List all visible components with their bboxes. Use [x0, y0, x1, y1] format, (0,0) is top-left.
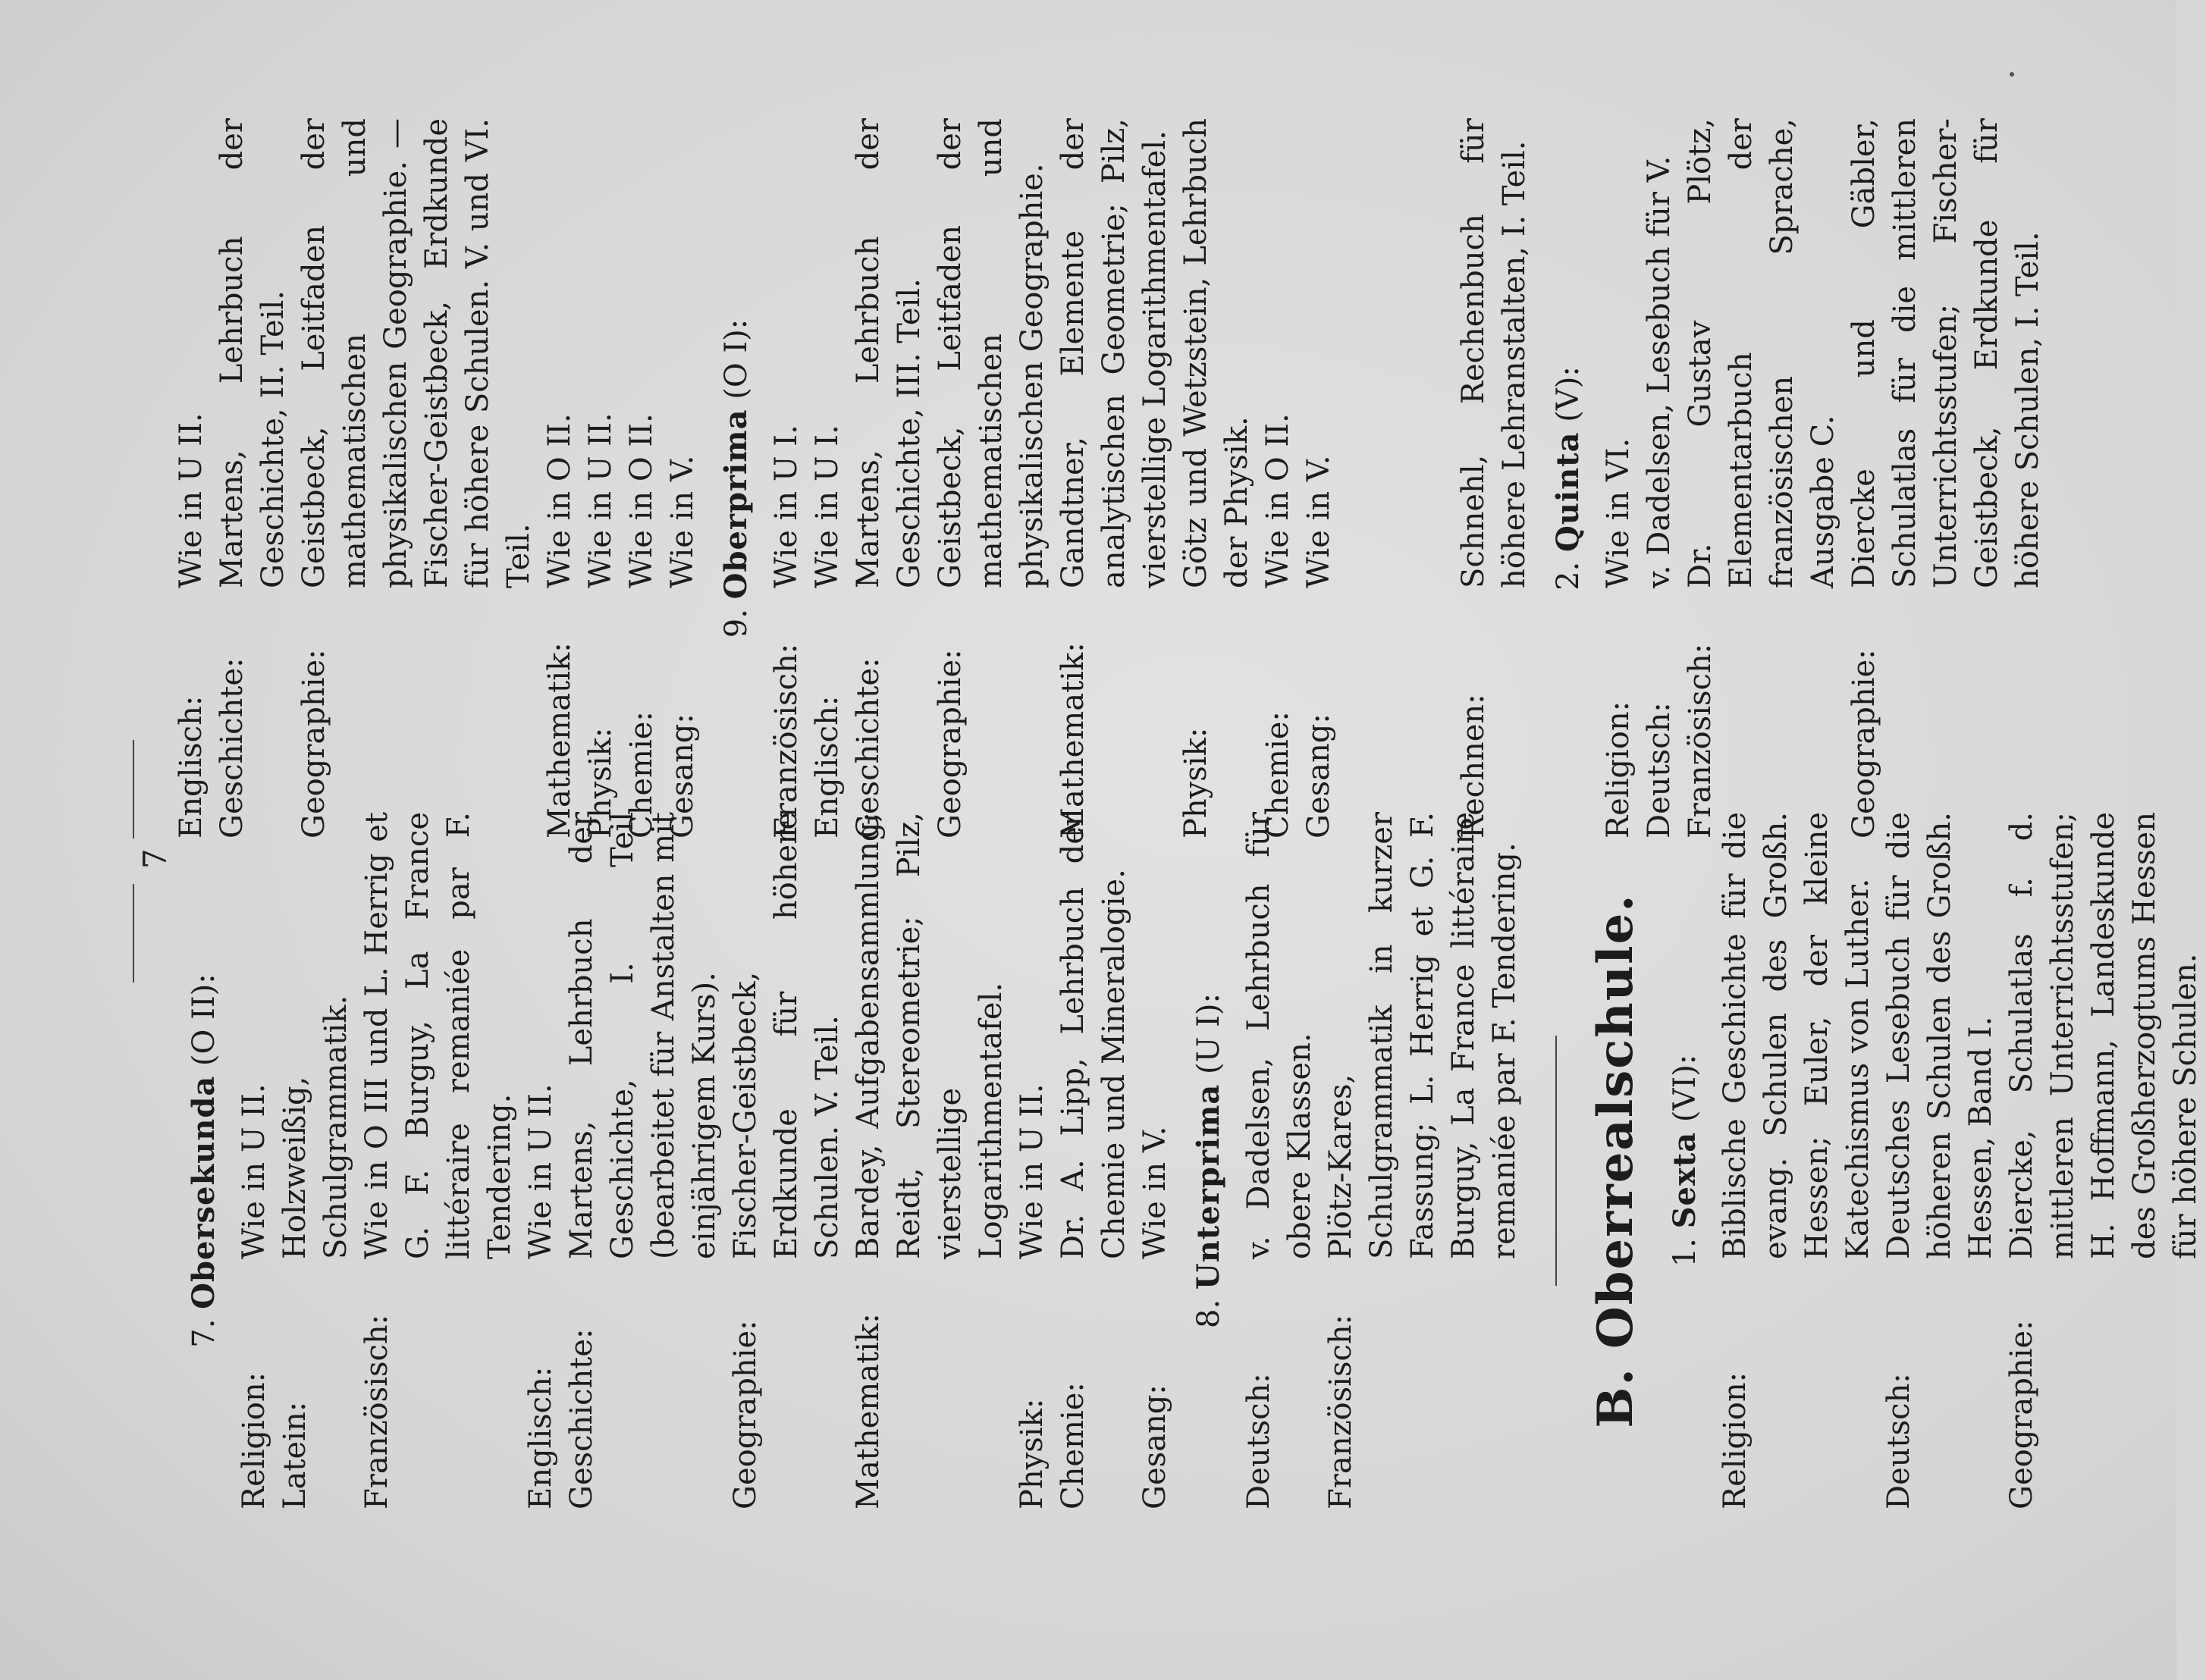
- list-item: Gesang: Wie in V.: [665, 455, 700, 838]
- list-item: Englisch: Wie in U I.: [810, 425, 845, 838]
- list-item: Religion: Wie in U II.: [237, 1083, 271, 1509]
- part-title: B. Oberrealschule.: [1587, 893, 1644, 1428]
- list-item: Religion: Wie in VI.: [1601, 437, 1636, 838]
- list-item: Geschichte: Martens, Lehrbuch der Geschichte, III. Teil.: [851, 118, 927, 838]
- list-item: Geographie: Diercke, Schulatlas f. d. mittleren Unterrichtsstufen; H. Hoffmann, Landeskunde des Großherzogtums Hessen für höhere Schulen.: [2004, 812, 2203, 1509]
- section-heading: 2. Quinta (V):: [1550, 366, 1586, 591]
- left-column: [171, 812, 2206, 1509]
- section-heading: 8. Unterprima (U I):: [1191, 993, 1226, 1328]
- list-item: Französisch: Plötz-Kares, Schulgrammatik in kurzer Fassung; L. Herrig et G. F. Burguy, La France littéraire remaniée par F. Tendering.: [1323, 812, 1522, 1509]
- section-heading: 9. Oberprima (O I):: [718, 318, 754, 638]
- top-rule-left: [133, 884, 134, 983]
- list-item: Geographie: Diercke und Gäbler, Schulatlas für die mittleren Unterrichtsstufen; Fischer-Geistbeck, Erdkunde für höhere Schulen, I. Teil.: [1847, 118, 2045, 838]
- list-item: Geographie: Geistbeck, Leitfaden der mathematischen und physikalischen Geographie.: [933, 118, 1050, 838]
- section-rows: [1453, 118, 1535, 838]
- list-item: Englisch: Wie in U II.: [174, 412, 209, 838]
- list-item: Mathematik: Gandtner, Elemente der analytischen Geometrie; Pilz, vierstellige Logarithmentafel.: [1056, 118, 1172, 838]
- speck: [2010, 72, 2014, 77]
- list-item: Deutsch: v. Dadelsen, Lehrbuch für obere Klassen.: [1241, 812, 1317, 1509]
- list-item: Religion: Biblische Geschichte für die evang. Schulen des Großh. Hessen; Euler, der kleine Katechismus von Luther.: [1718, 812, 1875, 1509]
- list-item: Geschichte: Martens, Lehrbuch der Geschichte, II. Teil.: [215, 118, 290, 838]
- list-item: Latein: Holzweißig, Schulgrammatik.: [278, 995, 353, 1509]
- section-rows: [234, 812, 1175, 1509]
- list-item: Physik: Wie in U II.: [1015, 1083, 1050, 1509]
- page-number: 7: [137, 848, 174, 869]
- list-item: Physik: Wie in U II.: [583, 412, 618, 838]
- list-item: Mathematik: Bardey, Aufgabensammlung; Reidt, Stereometrie; Pilz, vierstellige Logarithmentafel.: [851, 812, 1009, 1509]
- section-rows: [1238, 812, 1525, 1509]
- section-heading: 7. Obersekunda (O II):: [186, 973, 221, 1348]
- list-item: Chemie: Wie in O II.: [1260, 413, 1295, 838]
- list-item: Französisch: Wie in O III und L. Herrig et G. F. Burguy, La France littéraire remaniée par F. Tendering.: [359, 812, 517, 1509]
- top-rule-right: [133, 740, 134, 838]
- list-item: Geographie: Fischer-Geistbeck, Erdkunde für höhere Schulen. V. Teil.: [728, 812, 845, 1509]
- section-rows: [1598, 118, 2048, 838]
- list-item: Deutsch: Deutsches Lesebuch für die höheren Schulen des Großh. Hessen, Band I.: [1881, 812, 1998, 1509]
- section-rows: [766, 118, 1339, 838]
- section-divider: [1555, 1036, 1557, 1286]
- list-item: Gesang: Wie in V.: [1301, 455, 1336, 838]
- list-item: Deutsch: v. Dadelsen, Lesebuch für V.: [1642, 155, 1677, 838]
- list-item: Rechnen: Schnehl, Rechenbuch für höhere Lehranstalten, I. Teil.: [1456, 118, 1532, 838]
- list-item: Französisch: Dr. Gustav Plötz, Elementarbuch der französischen Sprache, Ausgabe C.: [1683, 118, 1840, 838]
- right-column: [171, 118, 2048, 838]
- list-item: Mathematik: Wie in O II.: [542, 413, 577, 838]
- section-heading: 1. Sexta (VI):: [1667, 1054, 1702, 1268]
- list-item: Geographie: Geistbeck, Leitfaden der mathematischen und physikalischen Geographie. — Fischer-Geistbeck, Erdkunde für höhere Schulen. V. und VI. Teil.: [297, 118, 536, 838]
- list-item: Französisch: Wie in U I.: [769, 425, 804, 838]
- list-item: Gesang: Wie in V.: [1138, 1126, 1172, 1509]
- list-item: Chemie: Wie in O II.: [624, 413, 659, 838]
- section-rows: [1715, 812, 2206, 1509]
- list-item: Chemie: Dr. A. Lipp, Lehrbuch der Chemie und Mineralogie.: [1056, 812, 1131, 1509]
- section-rows: [171, 118, 703, 838]
- list-item: Geschichte: Martens, Lehrbuch der Geschichte, I. Teil (bearbeitet für Anstalten mit einjährigem Kurs).: [564, 812, 722, 1509]
- spacer: [1339, 118, 1453, 838]
- list-item: Englisch: Wie in U II.: [523, 1083, 558, 1509]
- list-item: Physik: Götz und Wetzstein, Lehrbuch der Physik.: [1178, 118, 1254, 838]
